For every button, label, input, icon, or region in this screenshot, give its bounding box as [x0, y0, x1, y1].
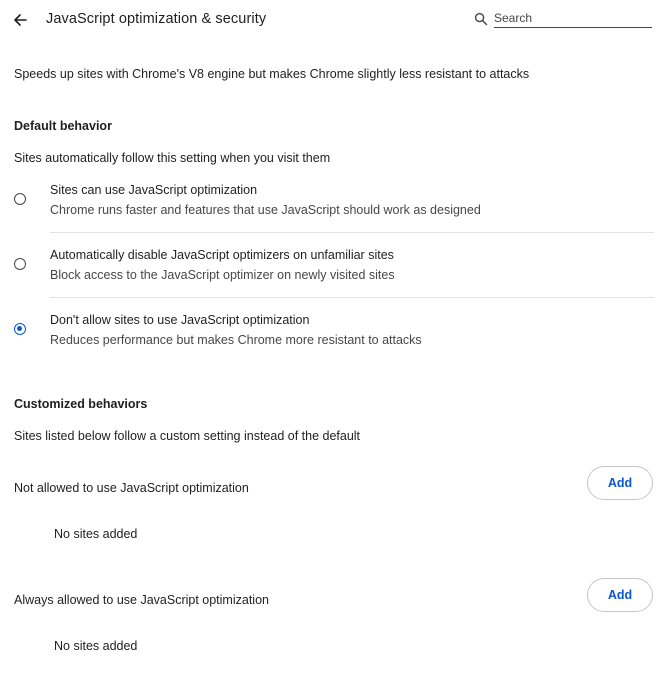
radio-option-label: Automatically disable JavaScript optimizers on unfamiliar sites — [50, 248, 394, 262]
page-description: Speeds up sites with Chrome's V8 engine but makes Chrome slightly less resistant to attacks — [14, 67, 530, 81]
always-allowed-empty-text: No sites added — [54, 639, 138, 653]
radio-option-description: Chrome runs faster and features that use JavaScript should work as designed — [50, 203, 481, 217]
not-allowed-empty-text: No sites added — [54, 527, 138, 541]
not-allowed-list-label: Not allowed to use JavaScript optimization — [14, 481, 249, 495]
customized-behaviors-subtext: Sites listed below follow a custom setting instead of the default — [14, 429, 361, 443]
radio-option-label: Sites can use JavaScript optimization — [50, 183, 258, 197]
radio-option-block[interactable] — [0, 298, 654, 362]
always-allowed-list-label: Always allowed to use JavaScript optimization — [14, 593, 269, 607]
page-title: JavaScript optimization & security — [46, 11, 267, 27]
back-button[interactable] — [8, 8, 32, 32]
customized-behaviors-heading: Customized behaviors — [14, 397, 148, 411]
radio-option-description: Block access to the JavaScript optimizer on newly visited sites — [50, 268, 395, 282]
radio-option-description: Reduces performance but makes Chrome more resistant to attacks — [50, 333, 422, 347]
add-always-allowed-site-button[interactable]: Add — [587, 578, 653, 612]
radio-option-label: Don't allow sites to use JavaScript optimization — [50, 313, 310, 327]
radio-button[interactable] — [14, 323, 26, 335]
page-header — [0, 0, 667, 40]
add-not-allowed-site-button[interactable]: Add — [587, 466, 653, 500]
default-behavior-heading: Default behavior — [14, 119, 112, 133]
radio-option-allow[interactable] — [0, 168, 654, 232]
search-input[interactable] — [494, 10, 652, 28]
search-box[interactable] — [474, 10, 654, 30]
arrow-left-icon — [12, 12, 28, 28]
radio-option-auto-disable[interactable] — [0, 233, 654, 297]
radio-button[interactable] — [14, 193, 26, 205]
radio-button[interactable] — [14, 258, 26, 270]
search-icon — [474, 12, 488, 26]
default-behavior-subtext: Sites automatically follow this setting when you visit them — [14, 151, 331, 165]
